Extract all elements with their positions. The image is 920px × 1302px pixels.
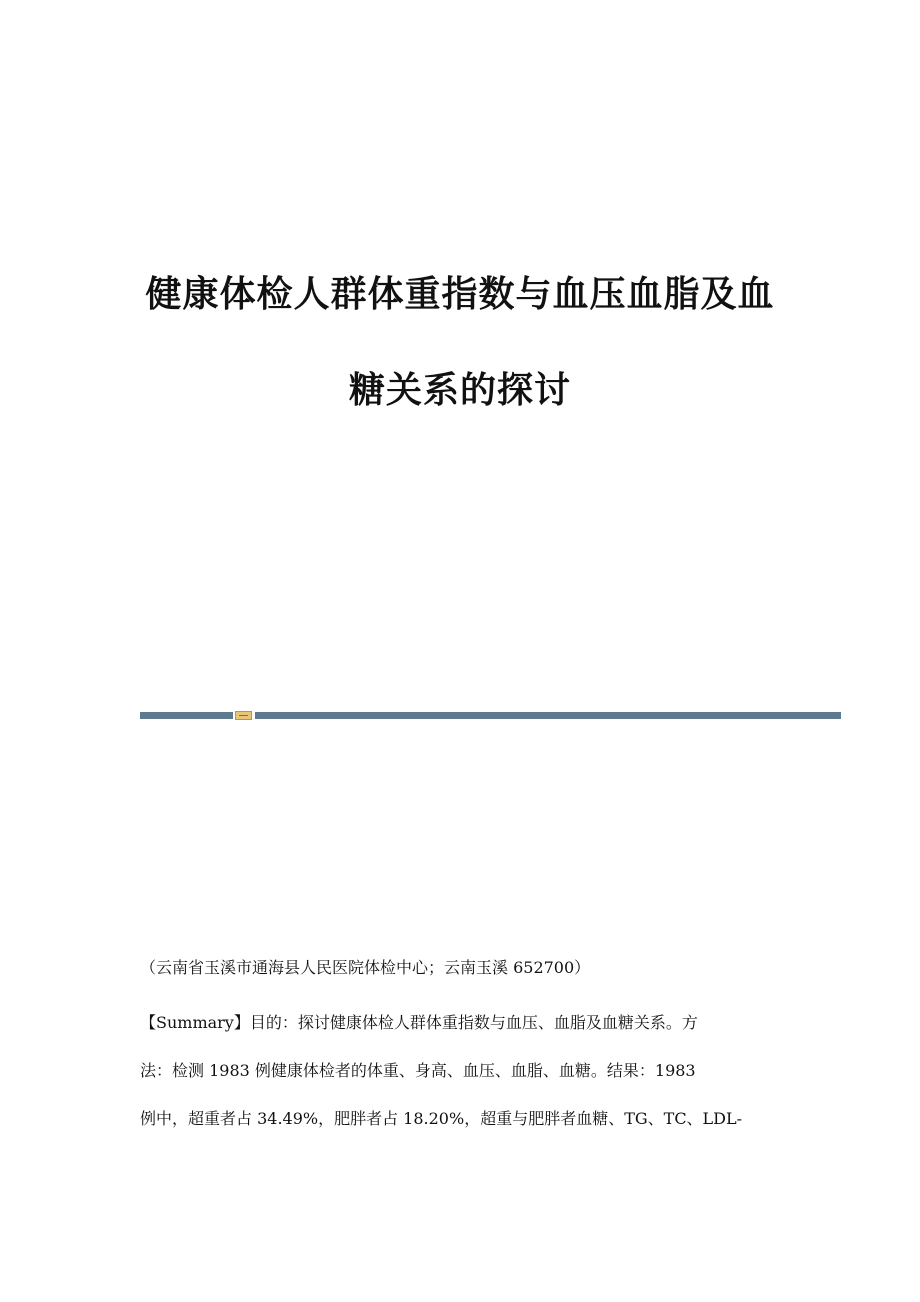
document-title-line-2: 糖关系的探讨 xyxy=(348,370,571,411)
divider-bar-left xyxy=(140,712,233,719)
summary-line-2: 法：检测 1983 例健康体检者的体重、身高、血压、血脂、血糖。结果：1983 xyxy=(140,1061,696,1080)
divider-bar-right xyxy=(255,712,841,719)
section-divider xyxy=(140,711,841,720)
summary-line-1: 【Summary】目的：探讨健康体检人群体重指数与血压、血脂及血糖关系。方 xyxy=(140,1013,698,1032)
author-affiliation: （云南省玉溪市通海县人民医院体检中心；云南玉溪 652700） xyxy=(140,958,591,977)
summary-line-3: 例中，超重者占 34.49%，肥胖者占 18.20%，超重与肥胖者血糖、TG、TC、LDL- xyxy=(140,1109,743,1128)
divider-ornament-icon xyxy=(235,711,252,720)
document-title-line-1: 健康体检人群体重指数与血压血脂及血 xyxy=(145,274,775,315)
